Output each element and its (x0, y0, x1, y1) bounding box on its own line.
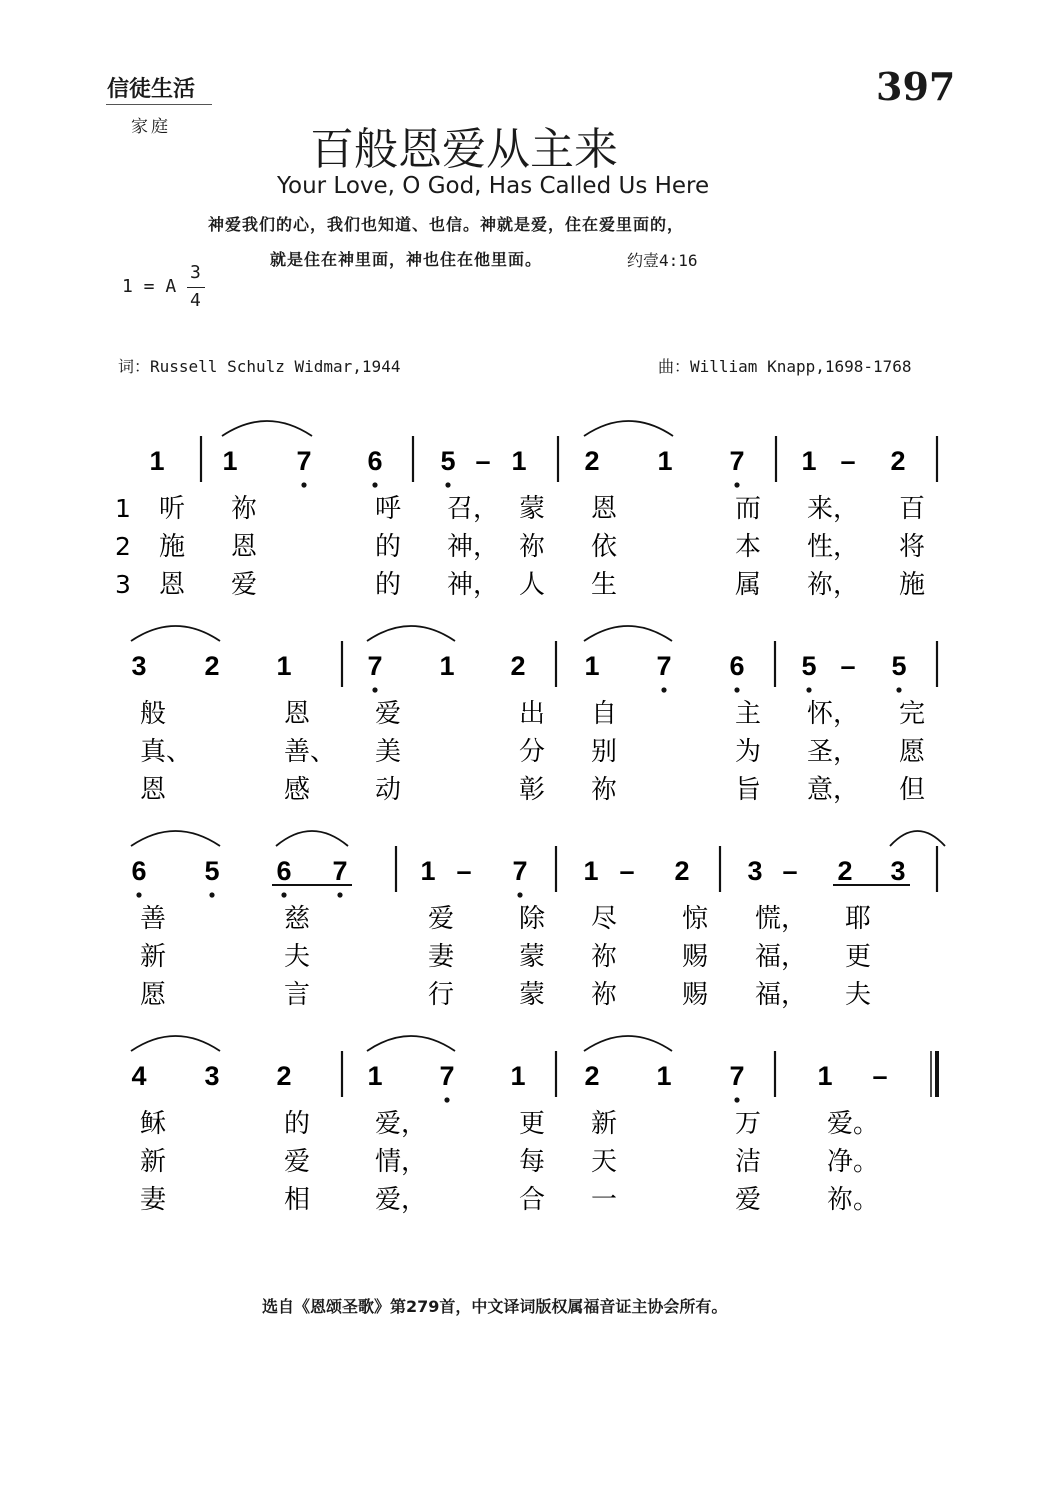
lyric-syllable: 善 (140, 904, 167, 934)
lyric-syllable: 爱 (735, 1185, 762, 1215)
lyric-syllable: 稣 (140, 1109, 167, 1139)
verse-number: 3 (115, 570, 131, 599)
subcategory-label: 家庭 (131, 117, 171, 137)
lyric-syllable: 蒙 (519, 942, 546, 972)
scripture-line-2: 就是住在神里面，神也住在他里面。 (270, 250, 543, 269)
lyric-syllable: 爱， (375, 1185, 428, 1215)
lyric-syllable: 祢。 (827, 1185, 880, 1215)
low-octave-dot (445, 482, 450, 487)
system-2 (131, 641, 937, 805)
note: 1 (583, 856, 599, 886)
lyric-syllable: 愿 (140, 980, 167, 1010)
low-octave-dot (301, 482, 306, 487)
lyric-syllable: 净。 (827, 1147, 880, 1177)
note: 4 (131, 1061, 147, 1091)
lyric-syllable: 赐 (682, 942, 709, 972)
lyric-syllable: 耶 (845, 904, 872, 934)
note: 1 (656, 1061, 672, 1091)
lyric-syllable: 圣， (807, 737, 860, 767)
note: 7 (332, 856, 348, 886)
lyric-syllable: 新 (140, 1147, 167, 1177)
title-chinese: 百般恩爱从主来 (310, 124, 618, 175)
lyric-syllable: 尽 (591, 904, 618, 934)
composer-credit: 曲：William Knapp,1698-1768 (658, 357, 912, 376)
lyric-syllable: 合 (519, 1185, 546, 1215)
lyric-syllable: 爱 (375, 699, 402, 729)
lyric-syllable: 福， (755, 980, 808, 1010)
lyric-syllable: 洁 (735, 1147, 762, 1177)
verse-number: 2 (115, 532, 131, 561)
lyric-syllable: 夫 (845, 980, 872, 1010)
slur (584, 626, 672, 641)
dash-hold: – (840, 446, 856, 476)
slur (584, 421, 673, 436)
system-4 (131, 1051, 937, 1215)
low-octave-dot (372, 687, 377, 692)
low-octave-dot (806, 687, 811, 692)
note: 1 (367, 1061, 383, 1091)
note: 1 (584, 651, 600, 681)
lyric-syllable: 言 (284, 980, 311, 1010)
lyric-syllable: 而 (735, 494, 762, 524)
lyric-syllable: 的 (284, 1109, 311, 1139)
lyric-syllable: 妻 (140, 1185, 167, 1215)
note: 1 (222, 446, 238, 476)
lyric-syllable: 但 (899, 775, 926, 805)
lyric-syllable: 慈 (284, 904, 311, 934)
hymn-number: 397 (876, 64, 956, 109)
lyric-syllable: 除 (519, 904, 546, 934)
lyric-syllable: 的 (375, 532, 402, 562)
lyric-syllable: 人 (519, 570, 546, 600)
lyric-syllable: 恩 (591, 494, 618, 524)
note: 2 (674, 856, 690, 886)
lyric-syllable: 生 (591, 570, 618, 600)
slur (131, 626, 220, 641)
lyric-syllable: 旨 (735, 775, 762, 805)
slur (367, 626, 455, 641)
note: 5 (801, 651, 817, 681)
low-octave-dot (734, 687, 739, 692)
lyric-syllable: 慌， (755, 904, 808, 934)
note: 2 (584, 1061, 600, 1091)
slur (367, 1036, 455, 1051)
note: 2 (276, 1061, 292, 1091)
lyric-syllable: 天 (591, 1147, 618, 1177)
note: 3 (747, 856, 763, 886)
key-signature: 1 = A (122, 276, 177, 297)
lyric-syllable: 彰 (519, 775, 546, 805)
lyric-syllable: 动 (375, 775, 402, 805)
note: 2 (837, 856, 853, 886)
lyric-syllable: 恩 (231, 532, 258, 562)
slur (222, 421, 312, 436)
note: 3 (890, 856, 906, 886)
low-octave-dot (661, 687, 666, 692)
note: 5 (204, 856, 220, 886)
lyric-syllable: 行 (428, 980, 455, 1010)
title-english: Your Love, O God, Has Called Us Here (277, 173, 710, 199)
low-octave-dot (734, 482, 739, 487)
slur (584, 1036, 672, 1051)
lyric-syllable: 恩 (159, 570, 186, 600)
dash-hold: – (456, 856, 472, 886)
low-octave-dot (209, 892, 214, 897)
dash-hold: – (872, 1061, 888, 1091)
lyricist-credit: 词：Russell Schulz Widmar,1944 (118, 357, 401, 376)
note: 7 (729, 1061, 745, 1091)
low-octave-dot (337, 892, 342, 897)
lyric-syllable: 赐 (682, 980, 709, 1010)
lyric-syllable: 万 (735, 1109, 762, 1139)
lyric-syllable: 感 (284, 775, 311, 805)
lyric-syllable: 施 (159, 532, 186, 562)
lyric-syllable: 蒙 (519, 494, 546, 524)
note: 6 (367, 446, 383, 476)
note: 7 (729, 446, 745, 476)
lyric-syllable: 爱。 (827, 1109, 880, 1139)
lyric-syllable: 更 (519, 1109, 546, 1139)
time-signature-top: 3 (190, 262, 201, 283)
low-octave-dot (136, 892, 141, 897)
lyric-syllable: 分 (519, 737, 546, 767)
scripture-reference: 约壹4:16 (627, 251, 698, 270)
note: 7 (512, 856, 528, 886)
lyric-syllable: 别 (591, 737, 618, 767)
lyric-syllable: 祢 (591, 942, 618, 972)
lyric-syllable: 神， (447, 532, 500, 562)
lyric-syllable: 真、 (140, 737, 193, 767)
lyric-syllable: 蒙 (519, 980, 546, 1010)
note: 6 (131, 856, 147, 886)
note: 1 (510, 1061, 526, 1091)
lyric-syllable: 本 (735, 532, 762, 562)
note: 1 (817, 1061, 833, 1091)
note: 1 (801, 446, 817, 476)
note: 7 (656, 651, 672, 681)
note: 1 (149, 446, 165, 476)
lyric-syllable: 听 (159, 494, 186, 524)
system-3 (131, 846, 937, 1010)
note: 5 (440, 446, 456, 476)
note: 1 (420, 856, 436, 886)
lyric-syllable: 性， (807, 532, 860, 562)
slur (890, 831, 945, 846)
lyric-syllable: 惊 (682, 904, 709, 934)
lyric-syllable: 恩 (140, 775, 167, 805)
dash-hold: – (475, 446, 491, 476)
note: 6 (276, 856, 292, 886)
lyric-syllable: 祢 (231, 494, 258, 524)
lyric-syllable: 恩 (284, 699, 311, 729)
lyric-syllable: 主 (735, 699, 762, 729)
note: 1 (657, 446, 673, 476)
lyric-syllable: 施 (899, 570, 926, 600)
lyric-syllable: 自 (591, 699, 618, 729)
lyric-syllable: 为 (735, 737, 762, 767)
dash-hold: – (782, 856, 798, 886)
note: 2 (510, 651, 526, 681)
note: 5 (891, 651, 907, 681)
low-octave-dot (444, 1097, 449, 1102)
lyric-syllable: 新 (591, 1109, 618, 1139)
category-label: 信徒生活 (107, 76, 196, 102)
lyric-syllable: 爱 (284, 1147, 311, 1177)
slur (131, 831, 220, 846)
note: 7 (439, 1061, 455, 1091)
lyric-syllable: 祢 (591, 775, 618, 805)
lyric-syllable: 呼 (375, 494, 402, 524)
lyric-syllable: 祢 (519, 532, 546, 562)
lyric-syllable: 来， (807, 494, 860, 524)
lyric-syllable: 爱， (375, 1109, 428, 1139)
note: 3 (204, 1061, 220, 1091)
slur (276, 831, 348, 846)
lyric-syllable: 百 (899, 494, 926, 524)
lyric-syllable: 夫 (284, 942, 311, 972)
dash-hold: – (619, 856, 635, 886)
lyric-syllable: 依 (591, 532, 618, 562)
note: 7 (296, 446, 312, 476)
low-octave-dot (372, 482, 377, 487)
lyric-syllable: 祢， (807, 570, 860, 600)
dash-hold: – (840, 651, 856, 681)
note: 2 (204, 651, 220, 681)
note: 2 (584, 446, 600, 476)
note: 2 (890, 446, 906, 476)
low-octave-dot (281, 892, 286, 897)
lyric-syllable: 美 (375, 737, 402, 767)
lyric-syllable: 愿 (899, 737, 926, 767)
lyric-syllable: 祢 (591, 980, 618, 1010)
lyric-syllable: 的 (375, 570, 402, 600)
lyric-syllable: 般 (140, 699, 167, 729)
time-signature-bottom: 4 (190, 290, 201, 311)
lyric-syllable: 属 (735, 570, 762, 600)
lyric-syllable: 爱 (231, 570, 258, 600)
low-octave-dot (896, 687, 901, 692)
copyright-footer: 选自《恩颂圣歌》第279首，中文译词版权属福音证主协会所有。 (262, 1297, 728, 1316)
lyric-syllable: 相 (284, 1185, 311, 1215)
note: 1 (276, 651, 292, 681)
scripture-line-1: 神爱我们的心，我们也知道、也信。神就是爱，住在爱里面的， (208, 215, 685, 234)
note: 7 (367, 651, 383, 681)
lyric-syllable: 情， (375, 1147, 428, 1177)
lyric-syllable: 更 (845, 942, 872, 972)
lyric-syllable: 爱 (428, 904, 455, 934)
low-octave-dot (517, 892, 522, 897)
verse-number: 1 (115, 494, 131, 523)
lyric-syllable: 怀， (807, 699, 860, 729)
lyric-syllable: 出 (519, 699, 546, 729)
note: 1 (511, 446, 527, 476)
lyric-syllable: 每 (519, 1147, 546, 1177)
lyric-syllable: 妻 (428, 942, 455, 972)
lyric-syllable: 新 (140, 942, 167, 972)
lyric-syllable: 福， (755, 942, 808, 972)
system-1 (115, 436, 937, 600)
lyric-syllable: 完 (899, 699, 926, 729)
note: 1 (439, 651, 455, 681)
lyric-syllable: 一 (591, 1185, 618, 1215)
note: 6 (729, 651, 745, 681)
lyric-syllable: 神， (447, 570, 500, 600)
note: 3 (131, 651, 147, 681)
lyric-syllable: 召， (447, 494, 500, 524)
low-octave-dot (734, 1097, 739, 1102)
slur (131, 1036, 220, 1051)
lyric-syllable: 善、 (284, 737, 337, 767)
lyric-syllable: 意， (807, 775, 860, 805)
lyric-syllable: 将 (899, 532, 926, 562)
